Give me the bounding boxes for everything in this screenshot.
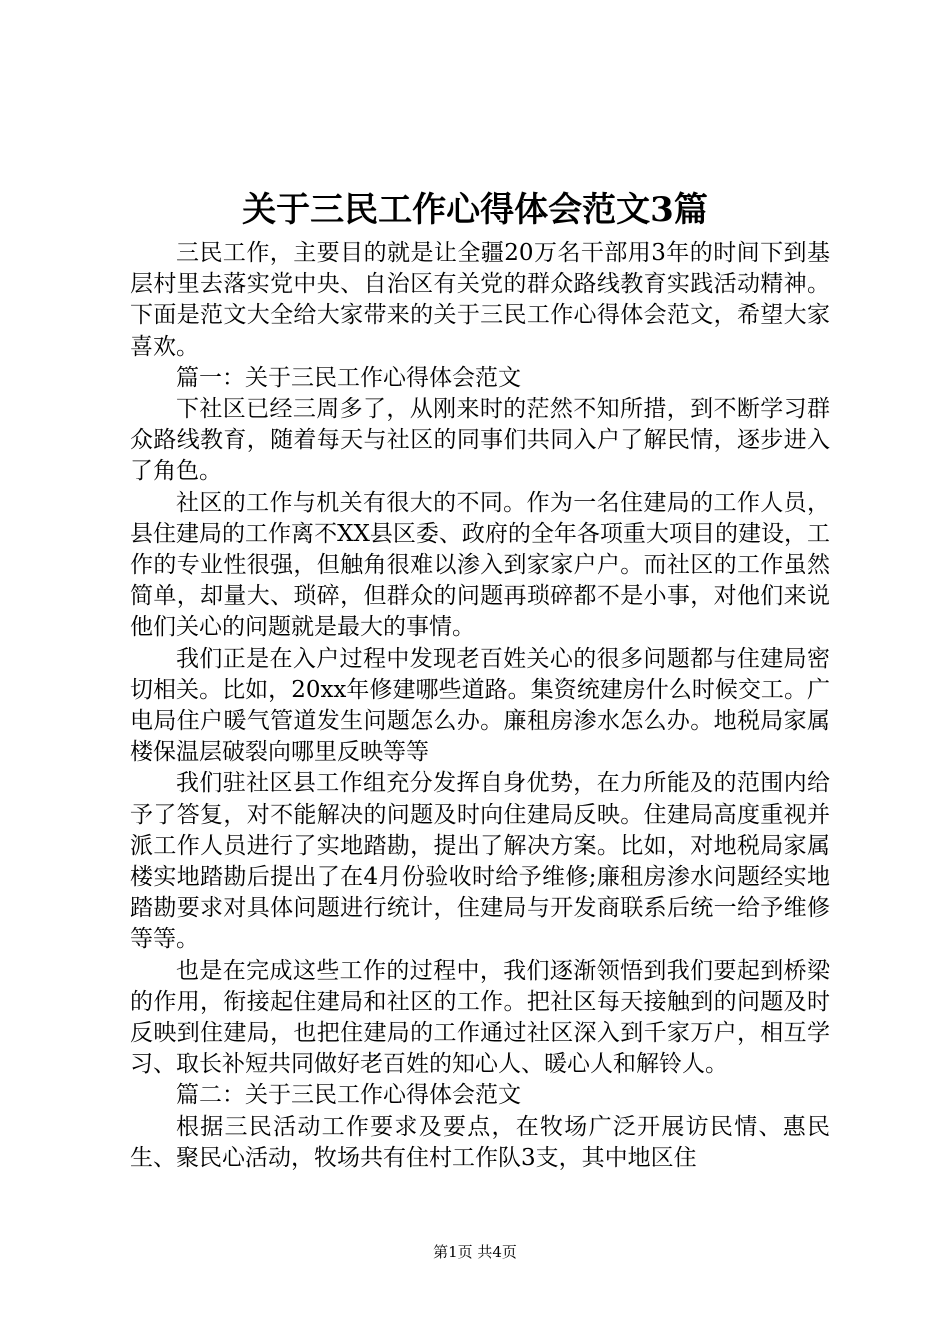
paragraph: 社区的工作与机关有很大的不同。作为一名住建局的工作人员，县住建局的工作离不XX县区委、政府的全年各项重大项目的建设，工作的专业性很强，但触角很难以渗入到家家户户。而社区的工作虽然简单，却量大、琐碎，但群众的问题再琐碎都不是小事，对他们来说他们关心的问题就是最大的事情。 — [130, 489, 830, 641]
paragraph: 根据三民活动工作要求及要点，在牧场广泛开展访民情、惠民生、聚民心活动，牧场共有住村工作队3支，其中地区住 — [130, 1113, 830, 1171]
document-title: 关于三民工作心得体会范文3篇 — [242, 190, 708, 230]
paragraph: 也是在完成这些工作的过程中，我们逐渐领悟到我们要起到桥梁的作用，衔接起住建局和社区的工作。把社区每天接触到的问题及时反映到住建局，也把住建局的工作通过社区深入到千家万户，相互学习、取长补短共同做好老百姓的知心人、暖心人和解铃人。 — [130, 957, 830, 1078]
page-footer: 第1页 共4页 — [433, 1243, 517, 1261]
paragraph: 下社区已经三周多了，从刚来时的茫然不知所措，到不断学习群众路线教育，随着每天与社区的同事们共同入户了解民情，逐步进入了角色。 — [130, 396, 830, 485]
section-heading-1: 篇一：关于三民工作心得体会范文 — [176, 364, 521, 391]
section-heading-2: 篇二：关于三民工作心得体会范文 — [176, 1082, 521, 1109]
paragraph-intro: 三民工作，主要目的就是让全疆20万名干部用3年的时间下到基层村里去落实党中央、自治区有关党的群众路线教育实践活动精神。下面是范文大全给大家带来的关于三民工作心得体会范文，希望大家喜欢。 — [130, 240, 830, 360]
paragraph: 我们驻社区县工作组充分发挥自身优势，在力所能及的范围内给予了答复，对不能解决的问题及时向住建局反映。住建局高度重视并派工作人员进行了实地踏勘，提出了解决方案。比如，对地税局家属楼实地踏勘后提出了在4月份验收时给予维修;廉租房渗水问题经实地踏勘要求对具体问题进行统计，住建局与开发商联系后统一给予维修等等。 — [130, 770, 830, 953]
document-body — [130, 238, 830, 1174]
paragraph: 我们正是在入户过程中发现老百姓关心的很多问题都与住建局密切相关。比如，20xx年修建哪些道路。集资统建房什么时候交工。广电局住户暖气管道发生问题怎么办。廉租房渗水怎么办。地税局家属楼保温层破裂向哪里反映等等 — [130, 645, 830, 766]
